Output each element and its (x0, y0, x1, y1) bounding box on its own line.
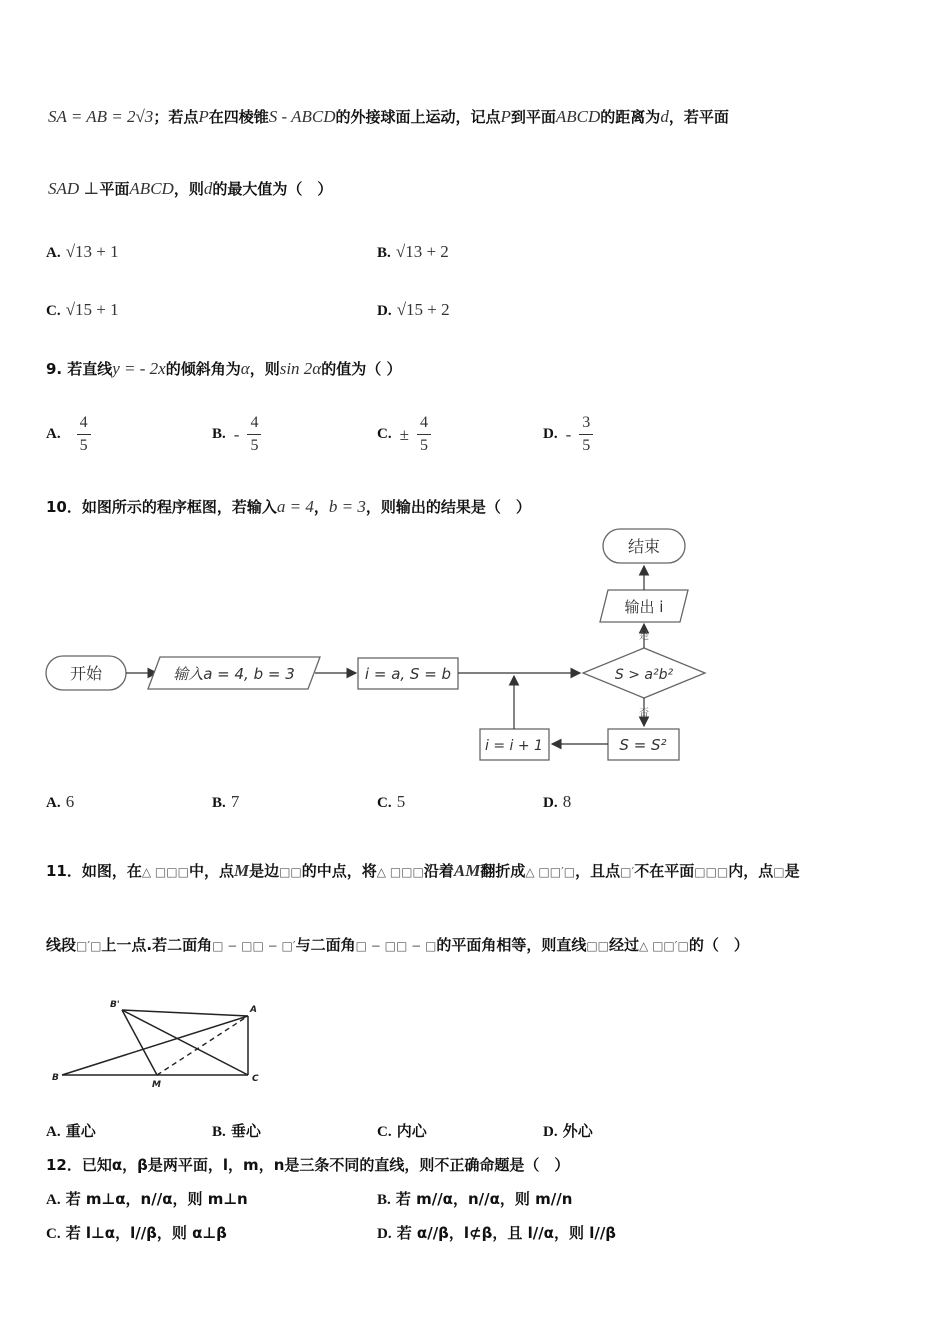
fraction: $\frac{4}{5}$ (247, 414, 261, 455)
fraction: $\frac{4}{5}$ (77, 414, 91, 455)
flow-no-label: 否 (639, 708, 649, 719)
q11-option-b[interactable]: B. 垂心 (212, 1122, 261, 1140)
flow-increment-label: i = i + 1 (485, 738, 543, 754)
q11-option-d[interactable]: D. 外心 (543, 1122, 593, 1140)
q8-option-a[interactable]: A. √13 + 1 (46, 242, 119, 261)
q12-option-c[interactable]: C. 若 l⊥α，l//β，则 α⊥β (46, 1224, 227, 1242)
q11-option-a[interactable]: A. 重心 (46, 1122, 96, 1140)
flow-yes-label: 是 (639, 631, 649, 642)
fig-label-b: B (52, 1073, 59, 1083)
q11-option-c[interactable]: C. 内心 (377, 1122, 427, 1140)
q12-option-d[interactable]: D. 若 α//β，l⊄β，且 l//α，则 l//β (377, 1224, 617, 1242)
q9-option-d[interactable]: D. - $\frac{3}{5}$ (543, 414, 593, 455)
q8-option-c[interactable]: C. √15 + 1 (46, 300, 119, 319)
q11-line1: 11．如图，在△ □□□中，点M是边□□的中点，将△ □□□沿着AM翻折成△ □□′□，且点□′不在平面□□□内，点□是 (46, 861, 800, 880)
fig-label-bp: B' (110, 1000, 120, 1010)
q8-option-d[interactable]: D. √15 + 2 (377, 300, 450, 319)
q8-expr-sa-ab: SA = AB = 2√3 (48, 107, 154, 126)
q10-flowchart (0, 520, 950, 770)
q8-line2: SAD ⊥平面ABCD，则d的最大值为（ ） (48, 179, 333, 198)
q8-option-b[interactable]: B. √13 + 2 (377, 242, 449, 261)
q10-option-a[interactable]: A. 6 (46, 792, 75, 811)
flow-start-label: 开始 (69, 664, 103, 683)
fig-label-c: C (252, 1074, 259, 1084)
q9-stem: 9. 若直线y = - 2x的倾斜角为α，则sin 2α的值为（ ） (46, 359, 402, 378)
q9-option-c[interactable]: C. ± $\frac{4}{5}$ (377, 414, 431, 455)
q10-stem: 10．如图所示的程序框图，若输入a = 4，b = 3，则输出的结果是（ ） (46, 497, 531, 516)
q12-option-a[interactable]: A. 若 m⊥α，n//α，则 m⊥n (46, 1190, 248, 1208)
flow-output-label: 输出 i (624, 598, 664, 616)
flow-condition-label: S > a²b² (614, 667, 674, 683)
q10-option-c[interactable]: C. 5 (377, 792, 406, 811)
q12-option-b[interactable]: B. 若 m//α，n//α，则 m//n (377, 1190, 573, 1208)
q11-figure (40, 995, 280, 1095)
q8-line1: SA = AB = 2√3；若点P在四棱锥S - ABCD的外接球面上运动，记点P到平面ABCD的距离为d，若平面 (48, 107, 729, 126)
q11-line2: 线段□′□上一点.若二面角□ − □□ − □′与二面角□ − □□ − □的平面角相等，则直线□□经过△ □□′□的（ ） (46, 936, 749, 954)
flow-end-label: 结束 (627, 537, 661, 556)
flow-assign-label: i = a, S = b (364, 665, 452, 683)
fig-label-a: A (250, 1005, 257, 1015)
q12-stem: 12．已知α，β是两平面，l，m，n是三条不同的直线，则不正确命题是（ ） (46, 1156, 570, 1174)
fraction: $\frac{4}{5}$ (417, 414, 431, 455)
flow-input-label: 输入a = 4, b = 3 (173, 665, 295, 683)
fraction: $\frac{3}{5}$ (579, 414, 593, 455)
q10-option-d[interactable]: D. 8 (543, 792, 572, 811)
flow-square-label: S = S² (619, 736, 667, 754)
q9-option-a[interactable]: A. $\frac{4}{5}$ (46, 414, 91, 455)
q9-option-b[interactable]: B. - $\frac{4}{5}$ (212, 414, 261, 455)
q10-option-b[interactable]: B. 7 (212, 792, 240, 811)
fig-label-m: M (152, 1080, 161, 1090)
